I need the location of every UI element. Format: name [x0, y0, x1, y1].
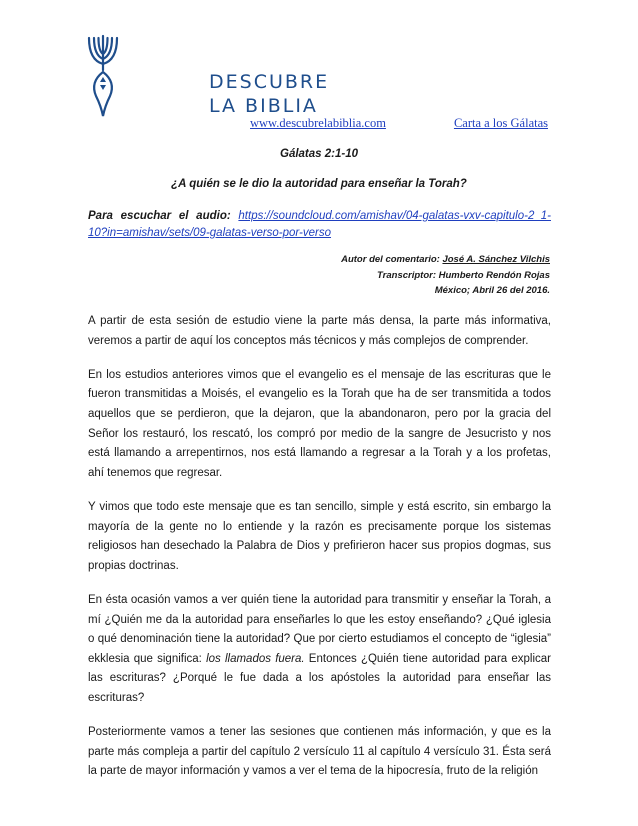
author-label: Autor del comentario:: [341, 254, 443, 265]
paragraph-4: [88, 591, 551, 709]
credits: [341, 252, 550, 299]
paragraph-4-italic: los llamados fuera.: [206, 652, 305, 665]
article-body: [88, 312, 551, 796]
audio-link[interactable]: https://soundcloud.com/amishav/04-galatas-vxv-capitulo-2_1-10?in=amishav/sets/09-galatas-verso-por-verso: [88, 210, 551, 239]
audio-section: [88, 208, 551, 242]
logo: [86, 30, 330, 122]
author-name: José A. Sánchez Vilchis: [442, 254, 550, 265]
paragraph-1: A partir de esta sesión de estudio viene la parte más densa, la parte más informativa, veremos a partir de aquí los conceptos más técnicos y más complejos de comprender.: [88, 315, 551, 347]
paragraph-4-part-a: En ésta ocasión vamos a ver quién tiene la autoridad para transmitir y enseñar la Torah, a mí ¿Quién me da la autoridad para enseñarles lo que les estoy enseñando? ¿Qué iglesia o qué denominación tiene la autoridad? Que por cierto estudiamos el concepto de “iglesia” ekklesia que significa:: [88, 593, 551, 665]
paragraph-4-part-b: Entonces ¿Quién tiene autoridad para explicar las escrituras? ¿Porqué le fue dada a los apóstoles la autoridad para enseñar las escrituras?: [88, 652, 551, 704]
paragraph-2: En los estudios anteriores vimos que el evangelio es el mensaje de las escrituras que le fueron transmitidas a Moisés, el evangelio es la Torah que ha de ser transmitida a todos aquellos que se perdieron, que la dejaron, que la abandonaron, pero por la gracia del Señor los restauró, los rescató, los compró por medio de la sangre de Jesucristo y nos está llamando a arrepentirnos, nos está llamando a regresar a la Torah y a los profetas, ahí tenemos que regresar.: [88, 368, 551, 479]
scripture-reference: Gálatas 2:1-10: [280, 148, 358, 160]
paragraph-3: Y vimos que todo este mensaje que es tan sencillo, simple y está escrito, sin embargo la mayoría de la gente no lo entiende y la razón es precisamente porque los sistemas religiosos han desechado la Palabra de Dios y prefirieron hacer sus propios dogmas, sus propias doctrinas.: [88, 500, 551, 572]
header-links: [0, 116, 638, 132]
menorah-fish-icon: [86, 30, 120, 120]
transcriber-line: Transcriptor: Humberto Rendón Rojas: [377, 269, 550, 281]
paragraph-5: Posteriormente vamos a tener las sesiones que contienen más información, y que es la parte más compleja a partir del capítulo 2 versículo 11 al capítulo 4 versículo 31. Ésta será la parte de mayor información y vamos a ver el tema de la hipocresía, fruto de la religión: [88, 726, 551, 778]
page-title: ¿A quién se le dio la autoridad para enseñar la Torah?: [171, 178, 467, 190]
author-line: [341, 252, 550, 268]
logo-line-2: LA BIBLIA: [209, 95, 318, 117]
book-link[interactable]: Carta a los Gálatas: [453, 116, 548, 130]
site-link[interactable]: www.descubrelabiblia.com: [250, 116, 386, 130]
logo-line-1: DESCUBRE: [209, 71, 330, 93]
audio-label: Para escuchar el audio:: [88, 210, 231, 222]
place-date-line: México; Abril 26 del 2016.: [434, 285, 550, 296]
logo-wordmark: [209, 70, 329, 118]
